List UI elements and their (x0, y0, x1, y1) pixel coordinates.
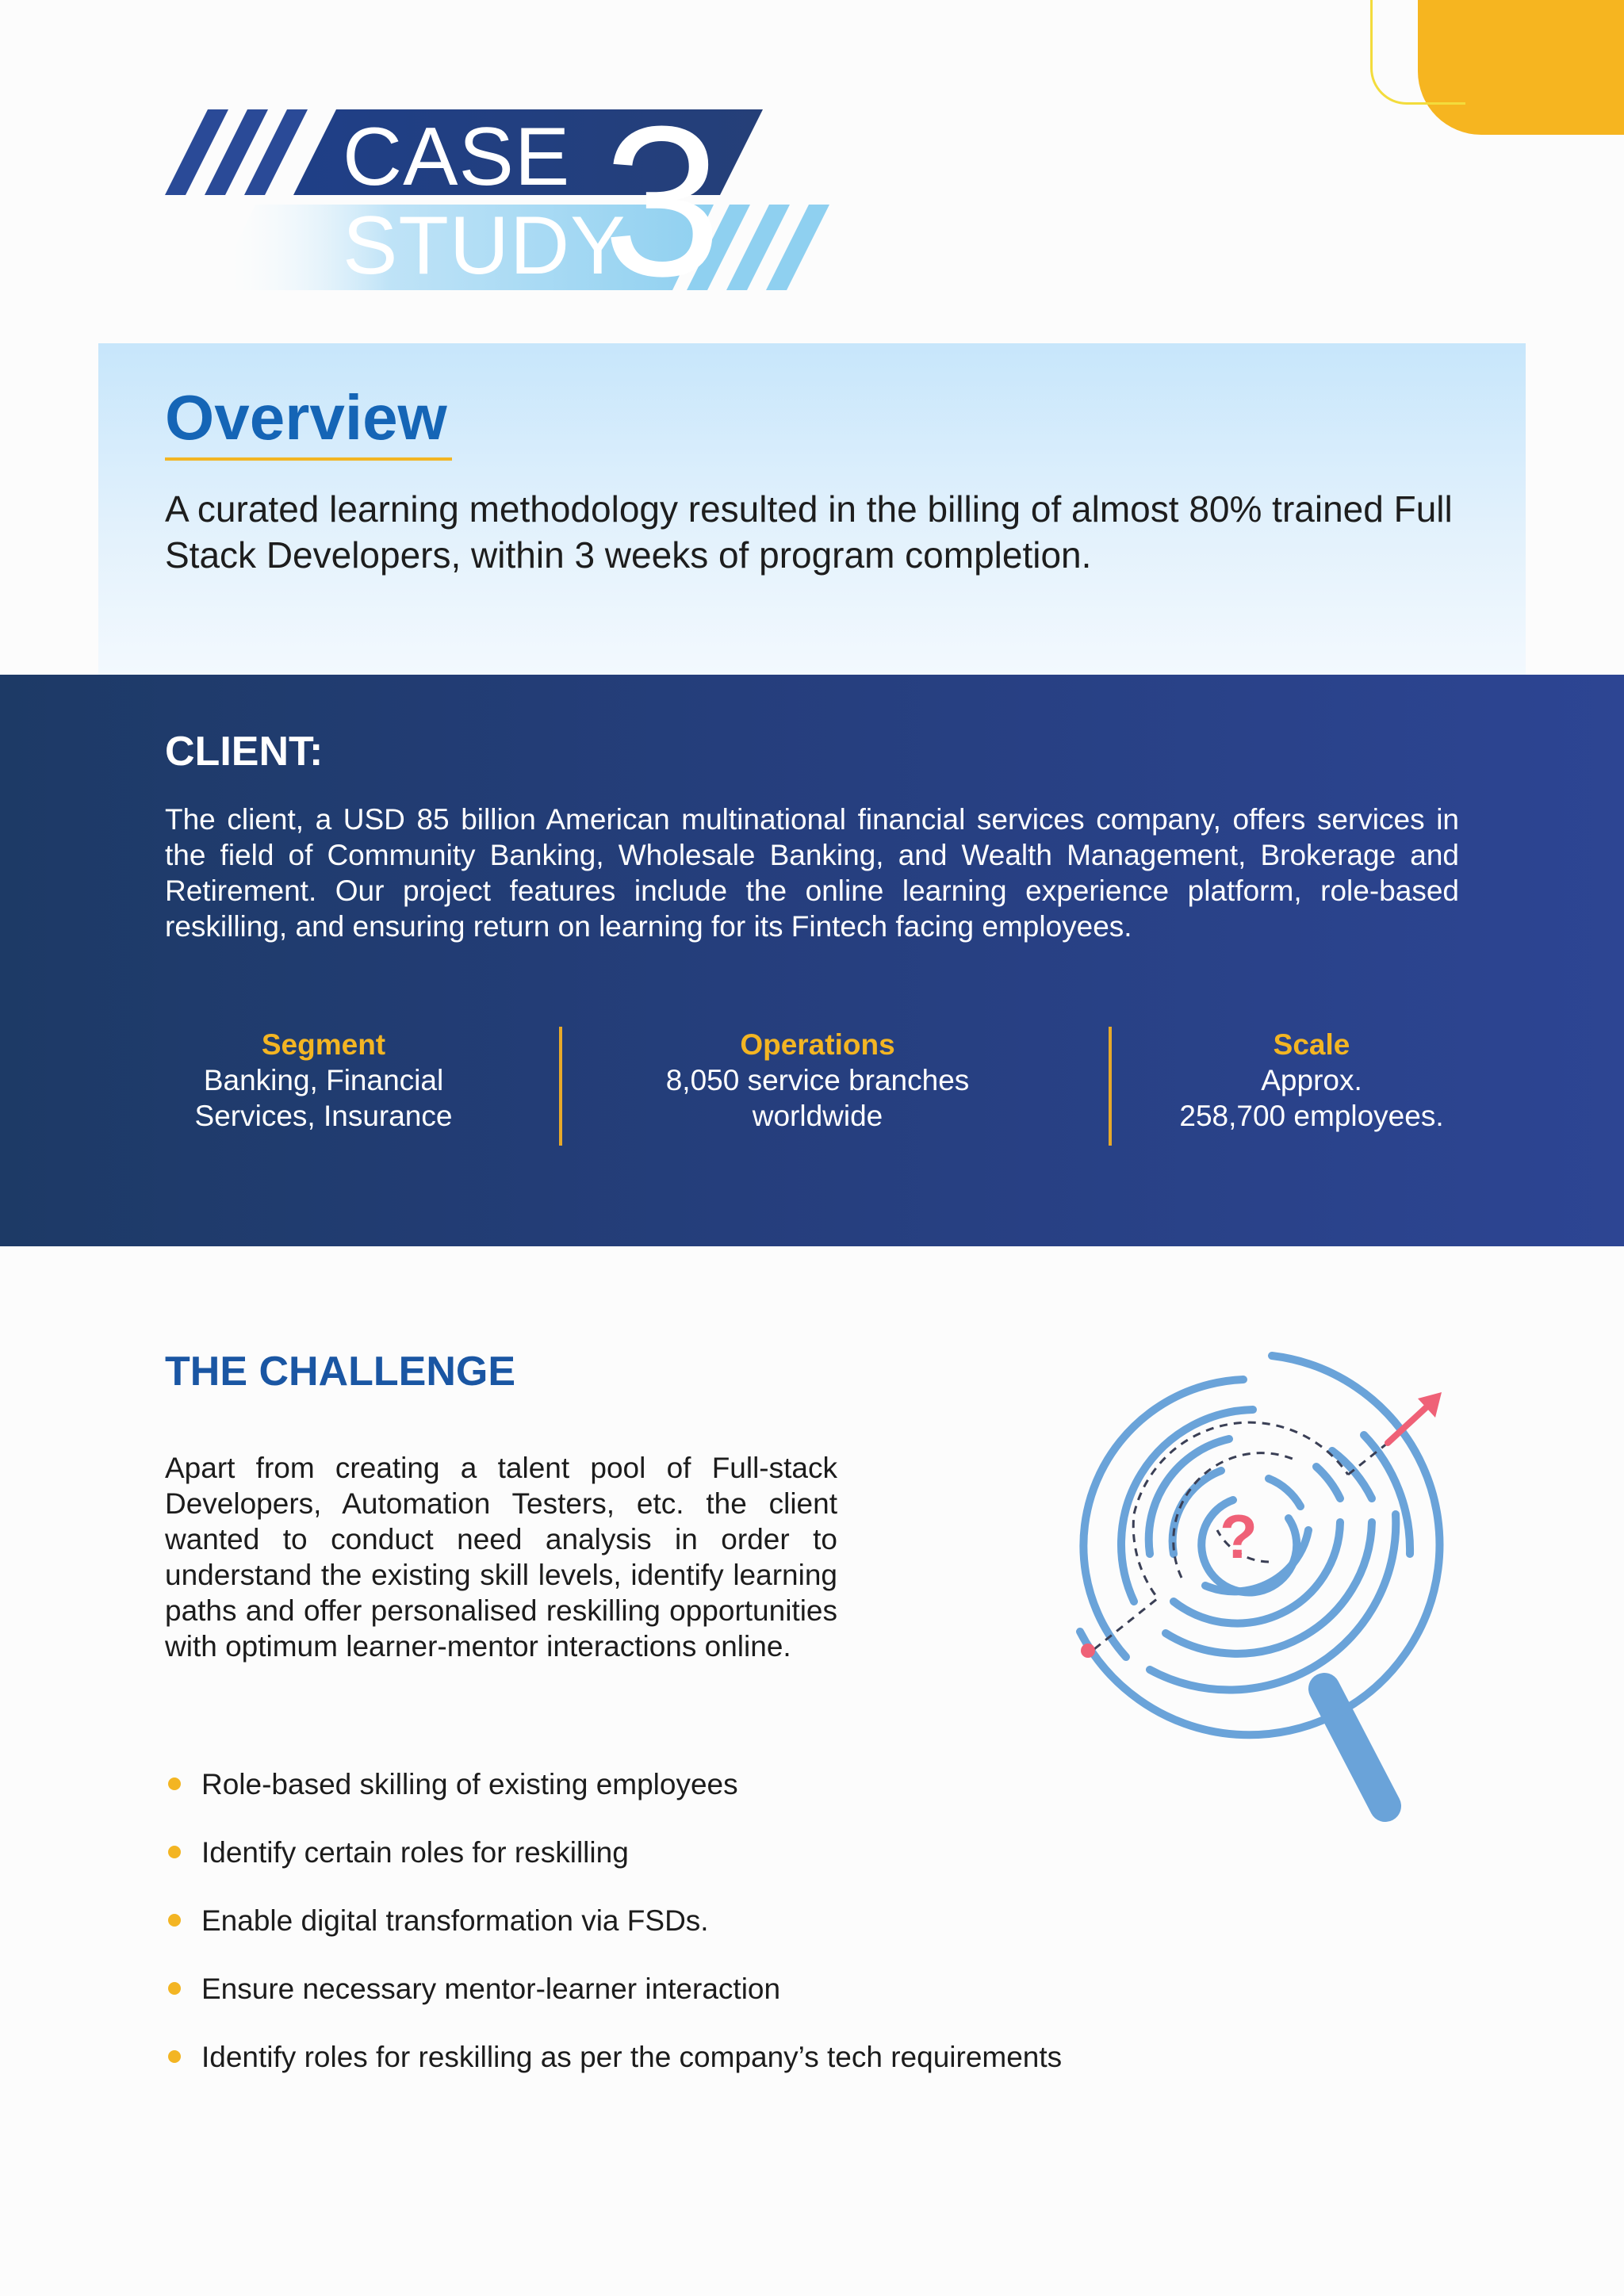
overview-text: A curated learning methodology resulted in the billing of almost 80% trained Full Stack Developers, within 3 weeks of program completion. (165, 488, 1453, 576)
banner-case-text: CASE (343, 111, 571, 203)
stat-value-line: Approx. (1261, 1064, 1362, 1096)
maze-illustration (1031, 1316, 1459, 1831)
bullet-icon (168, 1846, 181, 1858)
overview-title-underline (165, 457, 452, 461)
bullet-icon (168, 2050, 181, 2063)
stat-value-line: Services, Insurance (194, 1100, 453, 1132)
bullet-icon (168, 1777, 181, 1790)
list-item (165, 1835, 1062, 1903)
stat-value-line: worldwide (752, 1100, 883, 1132)
stat-scale (1153, 1027, 1470, 1134)
challenge-text: Apart from creating a talent pool of Full-stack Developers, Automation Testers, etc. the client wanted to conduct need analysis in order to understand the existing skill levels, identify learning paths and offer personalised reskilling opportunities with optimum learner-mentor interactions online. (165, 1452, 837, 1663)
challenge-title: THE CHALLENGE (165, 1349, 515, 1395)
list-item (165, 2039, 1062, 2107)
stat-divider (559, 1027, 562, 1146)
stat-segment (165, 1027, 482, 1134)
banner-number: 3 (603, 82, 722, 321)
case-study-banner (159, 82, 833, 321)
corner-outline-decoration (1370, 0, 1465, 105)
overview-section (98, 343, 1526, 675)
maze-magnifier-icon (1031, 1316, 1459, 1831)
list-item-text: Identify roles for reskilling as per the company’s tech requirements (201, 2041, 1063, 2073)
stat-label: Segment (261, 1028, 386, 1061)
overview-title: Overview (165, 382, 447, 453)
list-item (165, 1971, 1062, 2039)
list-item-text: Identify certain roles for reskilling (201, 1836, 629, 1869)
stat-label: Operations (740, 1028, 895, 1061)
client-description: The client, a USD 85 billion American multinational financial services company, offers services in the field of Community Banking, Wholesale Banking, and Wealth Management, Brokerage and Retirement. Our project features include the online learning experience platform, role-based reskilling, and ensuring return on learning for its Fintech facing employees. (165, 803, 1459, 943)
list-item-text: Role-based skilling of existing employees (201, 1768, 738, 1800)
stat-divider (1109, 1027, 1112, 1146)
list-item-text: Ensure necessary mentor-learner interaction (201, 1973, 781, 2005)
client-title: CLIENT: (165, 729, 324, 775)
stat-value-line: 8,050 service branches (665, 1064, 970, 1096)
list-item-text: Enable digital transformation via FSDs. (201, 1904, 709, 1937)
list-item (165, 1766, 1062, 1835)
bullet-icon (168, 1982, 181, 1995)
banner-study-text: STUDY (343, 200, 626, 292)
client-section (0, 675, 1624, 1246)
stat-label: Scale (1273, 1028, 1350, 1061)
list-item (165, 1903, 1062, 1971)
question-mark-icon: ? (1220, 1502, 1258, 1571)
stat-value-line: Banking, Financial (203, 1064, 444, 1096)
challenge-bullet-list (165, 1766, 1062, 2107)
bullet-icon (168, 1914, 181, 1927)
stat-value-line: 258,700 employees. (1179, 1100, 1444, 1132)
stat-operations (619, 1027, 1016, 1134)
